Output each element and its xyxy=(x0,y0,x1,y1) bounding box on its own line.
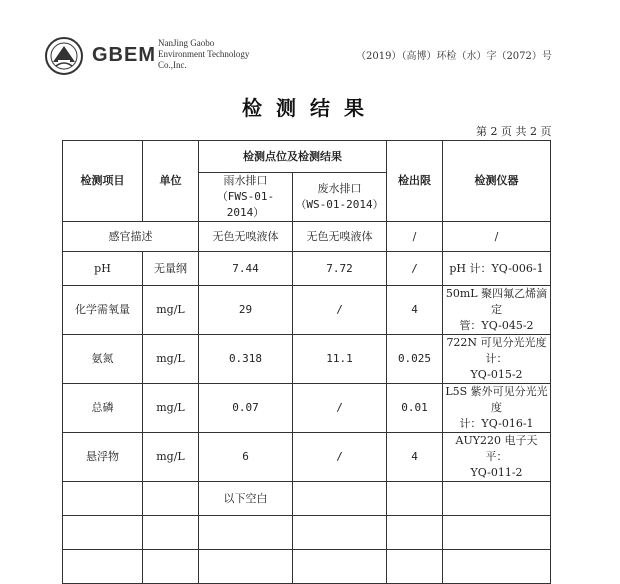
row-unit: mg/L xyxy=(143,335,199,384)
blank-row xyxy=(63,550,551,584)
point-1-name: 雨水排口 xyxy=(223,174,268,187)
instrument-line-1: 722N 可见分光光度计： xyxy=(446,336,547,365)
row-p1: 0.07 xyxy=(199,384,293,433)
row-p1: 29 xyxy=(199,286,293,335)
company-name xyxy=(158,38,249,71)
row-instrument xyxy=(443,384,551,433)
report-number: （2019）（高博）环检（水）字（2072）号 xyxy=(356,51,552,62)
row-instrument xyxy=(443,433,551,482)
row-p2: 7.72 xyxy=(293,252,387,286)
sensory-label: 感官描述 xyxy=(63,222,199,252)
table-row xyxy=(63,252,551,286)
header-point-2 xyxy=(293,173,387,222)
instrument-line-2: YQ-011-2 xyxy=(470,466,523,479)
sensory-instrument: / xyxy=(443,222,551,252)
sensory-p1: 无色无嗅液体 xyxy=(199,222,293,252)
row-p2: / xyxy=(293,286,387,335)
row-item: 化学需氧量 xyxy=(63,286,143,335)
row-instrument xyxy=(443,286,551,335)
table-row xyxy=(63,286,551,335)
point-1-code: （FWS-01-2014） xyxy=(216,190,275,219)
point-2-name: 废水排口 xyxy=(317,182,362,195)
end-note: 以下空白 xyxy=(199,482,293,516)
sensory-limit: / xyxy=(387,222,443,252)
header-point-1 xyxy=(199,173,293,222)
header-limit: 检出限 xyxy=(387,141,443,222)
page-info: 第 2 页 共 2 页 xyxy=(476,125,552,138)
row-limit: 4 xyxy=(387,286,443,335)
company-line-1: NanJing Gaobo xyxy=(158,38,215,48)
company-line-2: Environment Technology xyxy=(158,49,250,59)
instrument-line-2: 管：YQ-045-2 xyxy=(459,319,534,332)
row-unit: mg/L xyxy=(143,384,199,433)
row-item: 悬浮物 xyxy=(63,433,143,482)
row-limit: 0.01 xyxy=(387,384,443,433)
row-item: 氨氮 xyxy=(63,335,143,384)
results-table xyxy=(62,140,551,584)
instrument-line-1: 50mL 聚四氟乙烯滴定 xyxy=(445,287,548,316)
instrument-line-1: L5S 紫外可见分光光度 xyxy=(445,385,548,414)
sensory-row xyxy=(63,222,551,252)
sensory-p2: 无色无嗅液体 xyxy=(293,222,387,252)
row-p2: 11.1 xyxy=(293,335,387,384)
instrument-line-1: AUY220 电子天平： xyxy=(455,434,538,463)
page-title: 检测结果 xyxy=(242,96,378,120)
header-item: 检测项目 xyxy=(63,141,143,222)
row-item: pH xyxy=(63,252,143,286)
instrument-line-1: pH 计：YQ-006-1 xyxy=(449,261,544,275)
row-p1: 6 xyxy=(199,433,293,482)
point-2-code: （WS-01-2014） xyxy=(295,198,384,211)
instrument-line-2: YQ-015-2 xyxy=(470,368,523,381)
company-line-3: Co.,Inc. xyxy=(158,60,187,70)
header-instrument: 检测仪器 xyxy=(443,141,551,222)
report-header xyxy=(0,0,620,80)
table-row xyxy=(63,384,551,433)
header-points: 检测点位及检测结果 xyxy=(199,141,387,173)
row-p2: / xyxy=(293,384,387,433)
brand-name: GBEM xyxy=(92,44,156,66)
row-p1: 7.44 xyxy=(199,252,293,286)
table-row xyxy=(63,335,551,384)
instrument-line-2: 计：YQ-016-1 xyxy=(459,417,534,430)
row-p1: 0.318 xyxy=(199,335,293,384)
table-row xyxy=(63,433,551,482)
row-unit: mg/L xyxy=(143,286,199,335)
blank-row xyxy=(63,516,551,550)
row-unit: mg/L xyxy=(143,433,199,482)
row-instrument xyxy=(443,252,551,286)
gbem-seal-logo-icon xyxy=(44,36,84,76)
row-unit: 无量纲 xyxy=(143,252,199,286)
row-p2: / xyxy=(293,433,387,482)
row-instrument xyxy=(443,335,551,384)
header-unit: 单位 xyxy=(143,141,199,222)
row-limit: / xyxy=(387,252,443,286)
row-item: 总磷 xyxy=(63,384,143,433)
row-limit: 0.025 xyxy=(387,335,443,384)
table-header-row xyxy=(63,141,551,173)
row-limit: 4 xyxy=(387,433,443,482)
